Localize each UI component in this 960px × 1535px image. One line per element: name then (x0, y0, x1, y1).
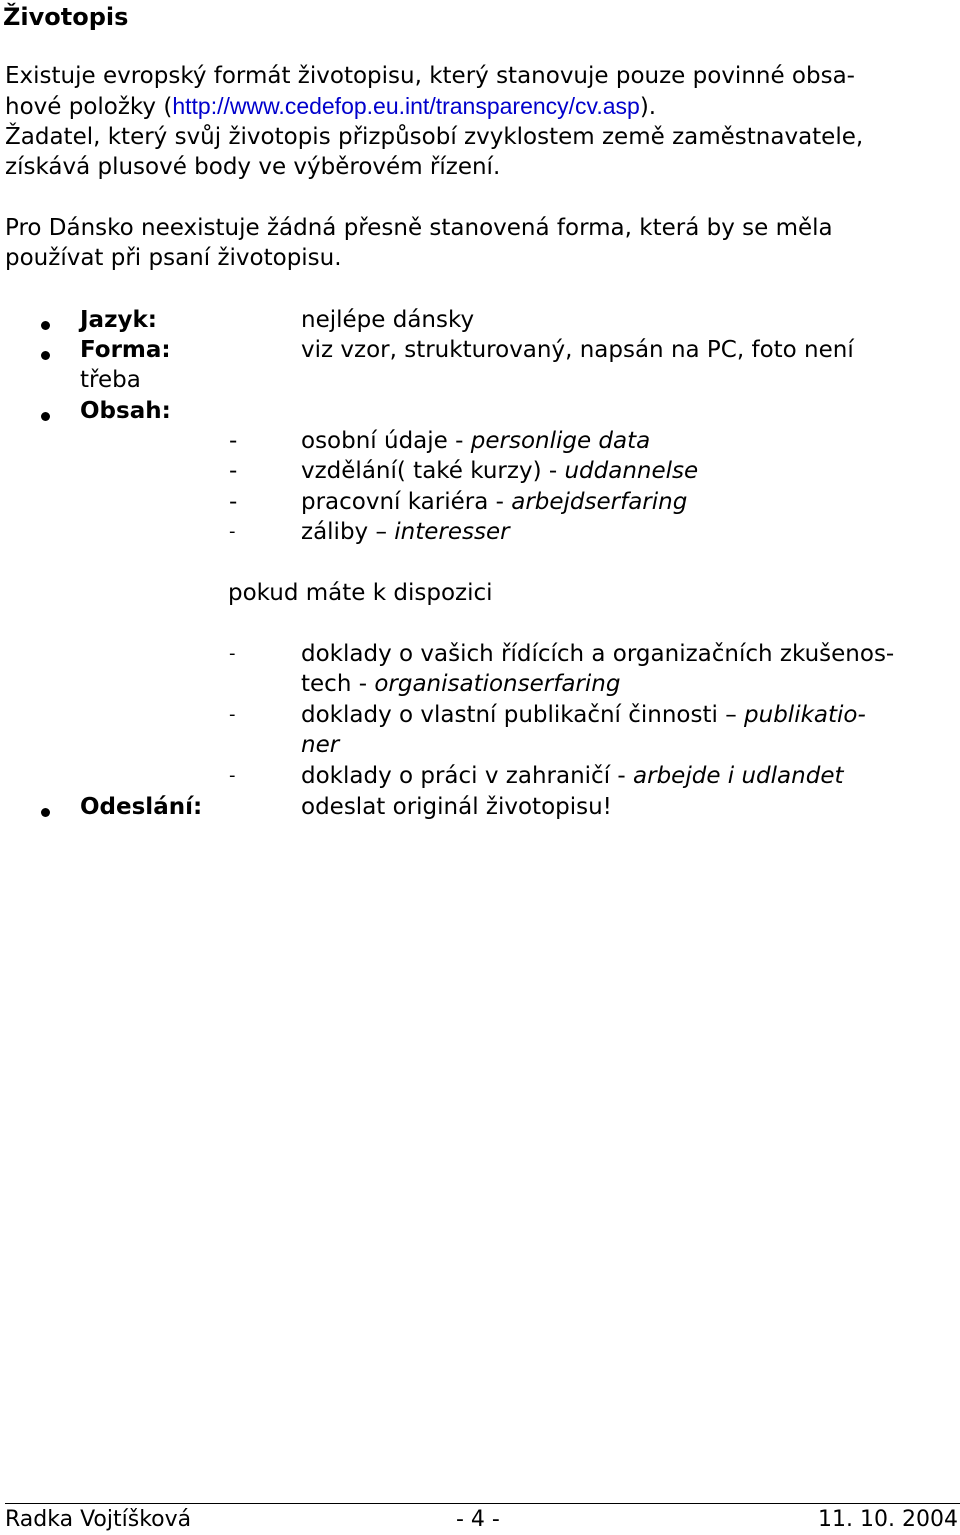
intro-line-2 (5, 91, 656, 122)
dash: - (229, 489, 238, 515)
intro-line-2-end: ). (639, 94, 657, 120)
cedefop-link[interactable]: http://www.cedefop.eu.int/transparency/cv.asp (172, 93, 640, 119)
extra-item-line (301, 730, 339, 760)
intro-line-3: Žadatel, který svůj životopis přizpůsobí zvyklostem země zaměstnavatele, (5, 124, 864, 150)
forma-value-continued: třeba (80, 367, 141, 393)
extra-item-cz: doklady o vlastní publikační činnosti – (301, 702, 745, 728)
obsah-item (301, 426, 650, 456)
dash: - (229, 643, 236, 664)
extra-item-line (301, 669, 620, 699)
denmark-line-1: Pro Dánsko neexistuje žádná přesně stanovená forma, která by se měla (5, 215, 833, 241)
obsah-item-cz: vzdělání( také kurzy) - (301, 458, 565, 484)
bullet-icon (41, 321, 50, 330)
extra-item-dk: ner (301, 732, 340, 758)
odeslani-value: odeslat originál životopisu! (301, 794, 612, 820)
obsah-item (301, 456, 698, 486)
forma-label: Forma: (80, 337, 171, 363)
bullet-icon (41, 351, 50, 360)
intro-line-4: získává plusové body ve výběrovém řízení. (5, 154, 501, 180)
bullet-icon (41, 808, 50, 817)
dash: - (229, 765, 236, 786)
obsah-item-dk: interesser (394, 519, 510, 545)
dash: - (229, 521, 236, 542)
obsah-item (301, 517, 510, 547)
extra-item-cz: doklady o práci v zahraničí - (301, 763, 634, 789)
intro-line-1: Existuje evropský formát životopisu, který stanovuje pouze povinné obsa- (5, 63, 855, 89)
dash: - (229, 428, 238, 454)
obsah-item-cz: záliby – (301, 519, 395, 545)
forma-value: viz vzor, strukturovaný, napsán na PC, foto není (301, 337, 854, 363)
denmark-line-2: používat při psaní životopisu. (5, 245, 342, 271)
obsah-item-cz: pracovní kariéra - (301, 489, 512, 515)
extra-item-cz: tech - (301, 671, 375, 697)
jazyk-label: Jazyk: (80, 307, 157, 333)
extra-item-line: doklady o vašich řídících a organizačních zkušenos- (301, 641, 895, 667)
footer-date: 11. 10. 2004 (818, 1507, 958, 1532)
obsah-item-dk: arbejdserfaring (511, 489, 688, 515)
obsah-item-cz: osobní údaje - (301, 428, 471, 454)
extra-item-line (301, 761, 844, 791)
jazyk-value: nejlépe dánsky (301, 307, 475, 333)
obsah-item-dk: uddannelse (564, 458, 699, 484)
page-title: Životopis (3, 3, 129, 31)
footer-author: Radka Vojtíšková (5, 1507, 192, 1532)
dash: - (229, 704, 236, 725)
pokud-heading: pokud máte k dispozici (228, 580, 493, 606)
obsah-label: Obsah: (80, 398, 171, 424)
extra-item-dk: organisationserfaring (374, 671, 621, 697)
obsah-item-dk: personlige data (470, 428, 651, 454)
dash: - (229, 458, 238, 484)
extra-item-line (301, 700, 866, 730)
extra-item-dk: publikatio- (744, 702, 866, 728)
odeslani-label: Odeslání: (80, 794, 203, 820)
obsah-item (301, 487, 687, 517)
intro-line-2-start: hové položky ( (5, 94, 173, 120)
footer-divider (5, 1503, 960, 1504)
footer-page-number: - 4 - (456, 1507, 500, 1532)
bullet-icon (41, 412, 50, 421)
extra-item-dk: arbejde i udlandet (633, 763, 844, 789)
